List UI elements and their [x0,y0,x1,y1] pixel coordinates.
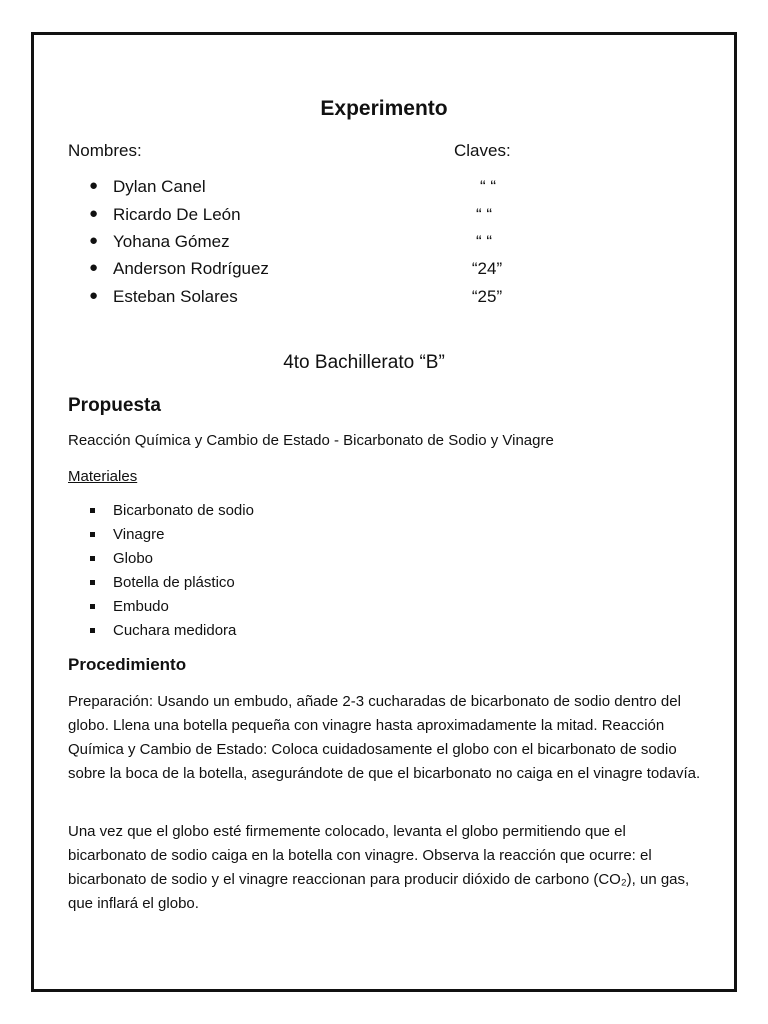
material-item [90,574,390,594]
materiales-label: Materiales [68,468,138,485]
square-bullet-icon [90,508,95,513]
material-item [90,622,390,642]
student-clave: “ “ [475,232,493,251]
procedimiento-heading: Procedimiento [68,655,187,674]
material-text: Vinagre [113,526,165,543]
student-clave: “25” [471,287,503,306]
student-name: Dylan Canel [113,177,206,196]
material-item [90,598,390,618]
material-text: Bicarbonato de sodio [113,502,254,519]
claves-label: Claves: [454,141,511,160]
propuesta-heading: Propuesta [68,395,161,416]
material-item [90,526,390,546]
bullet-icon: ● [89,259,99,276]
material-text: Globo [113,550,154,567]
bullet-icon: ● [89,287,99,304]
bullet-icon: ● [89,232,99,249]
material-text: Embudo [113,598,169,615]
student-clave: “24” [471,259,503,278]
bullet-icon: ● [89,177,99,194]
material-item [90,550,390,570]
document-title: Experimento [320,97,448,120]
student-item [89,177,389,199]
square-bullet-icon [90,556,95,561]
material-item [90,502,390,522]
student-item [89,259,389,281]
student-item [89,287,389,309]
nombres-label: Nombres: [68,141,142,160]
student-item [89,205,389,227]
grade-subtitle: 4to Bachillerato “B” [283,352,445,373]
student-clave: “ “ [475,205,493,224]
student-name: Yohana Gómez [113,232,230,251]
square-bullet-icon [90,580,95,585]
square-bullet-icon [90,532,95,537]
student-name: Esteban Solares [113,287,238,306]
material-text: Cuchara medidora [113,622,237,639]
propuesta-text: Reacción Química y Cambio de Estado - Bicarbonato de Sodio y Vinagre [68,432,554,449]
square-bullet-icon [90,628,95,633]
square-bullet-icon [90,604,95,609]
student-item [89,232,389,254]
procedure-paragraph-1: Preparación: Usando un embudo, añade 2-3 cucharadas de bicarbonato de sodio dentro del globo. Llena una botella pequeña con vinagre hasta aproximadamente la mitad. Reacción Química y Cambio de Estado: Coloca cuidadosamente el globo con el bicarbonato de sodio sobre la boca de la botella, asegurándote de que el bicarbonato no caiga en el vinagre todavía. [68,693,701,782]
student-name: Anderson Rodríguez [113,259,269,278]
student-clave: “ “ [479,177,497,196]
material-text: Botella de plástico [113,574,235,591]
bullet-icon: ● [89,205,99,222]
student-name: Ricardo De León [113,205,241,224]
procedure-paragraph-2: Una vez que el globo esté firmemente colocado, levanta el globo permitiendo que el bicarbonato de sodio caiga en la botella con vinagre. Observa la reacción que ocurre: el bicarbonato de sodio y el vinagre reaccionan para producir dióxido de carbono (CO₂), un gas, que inflará el globo. [68,823,690,912]
